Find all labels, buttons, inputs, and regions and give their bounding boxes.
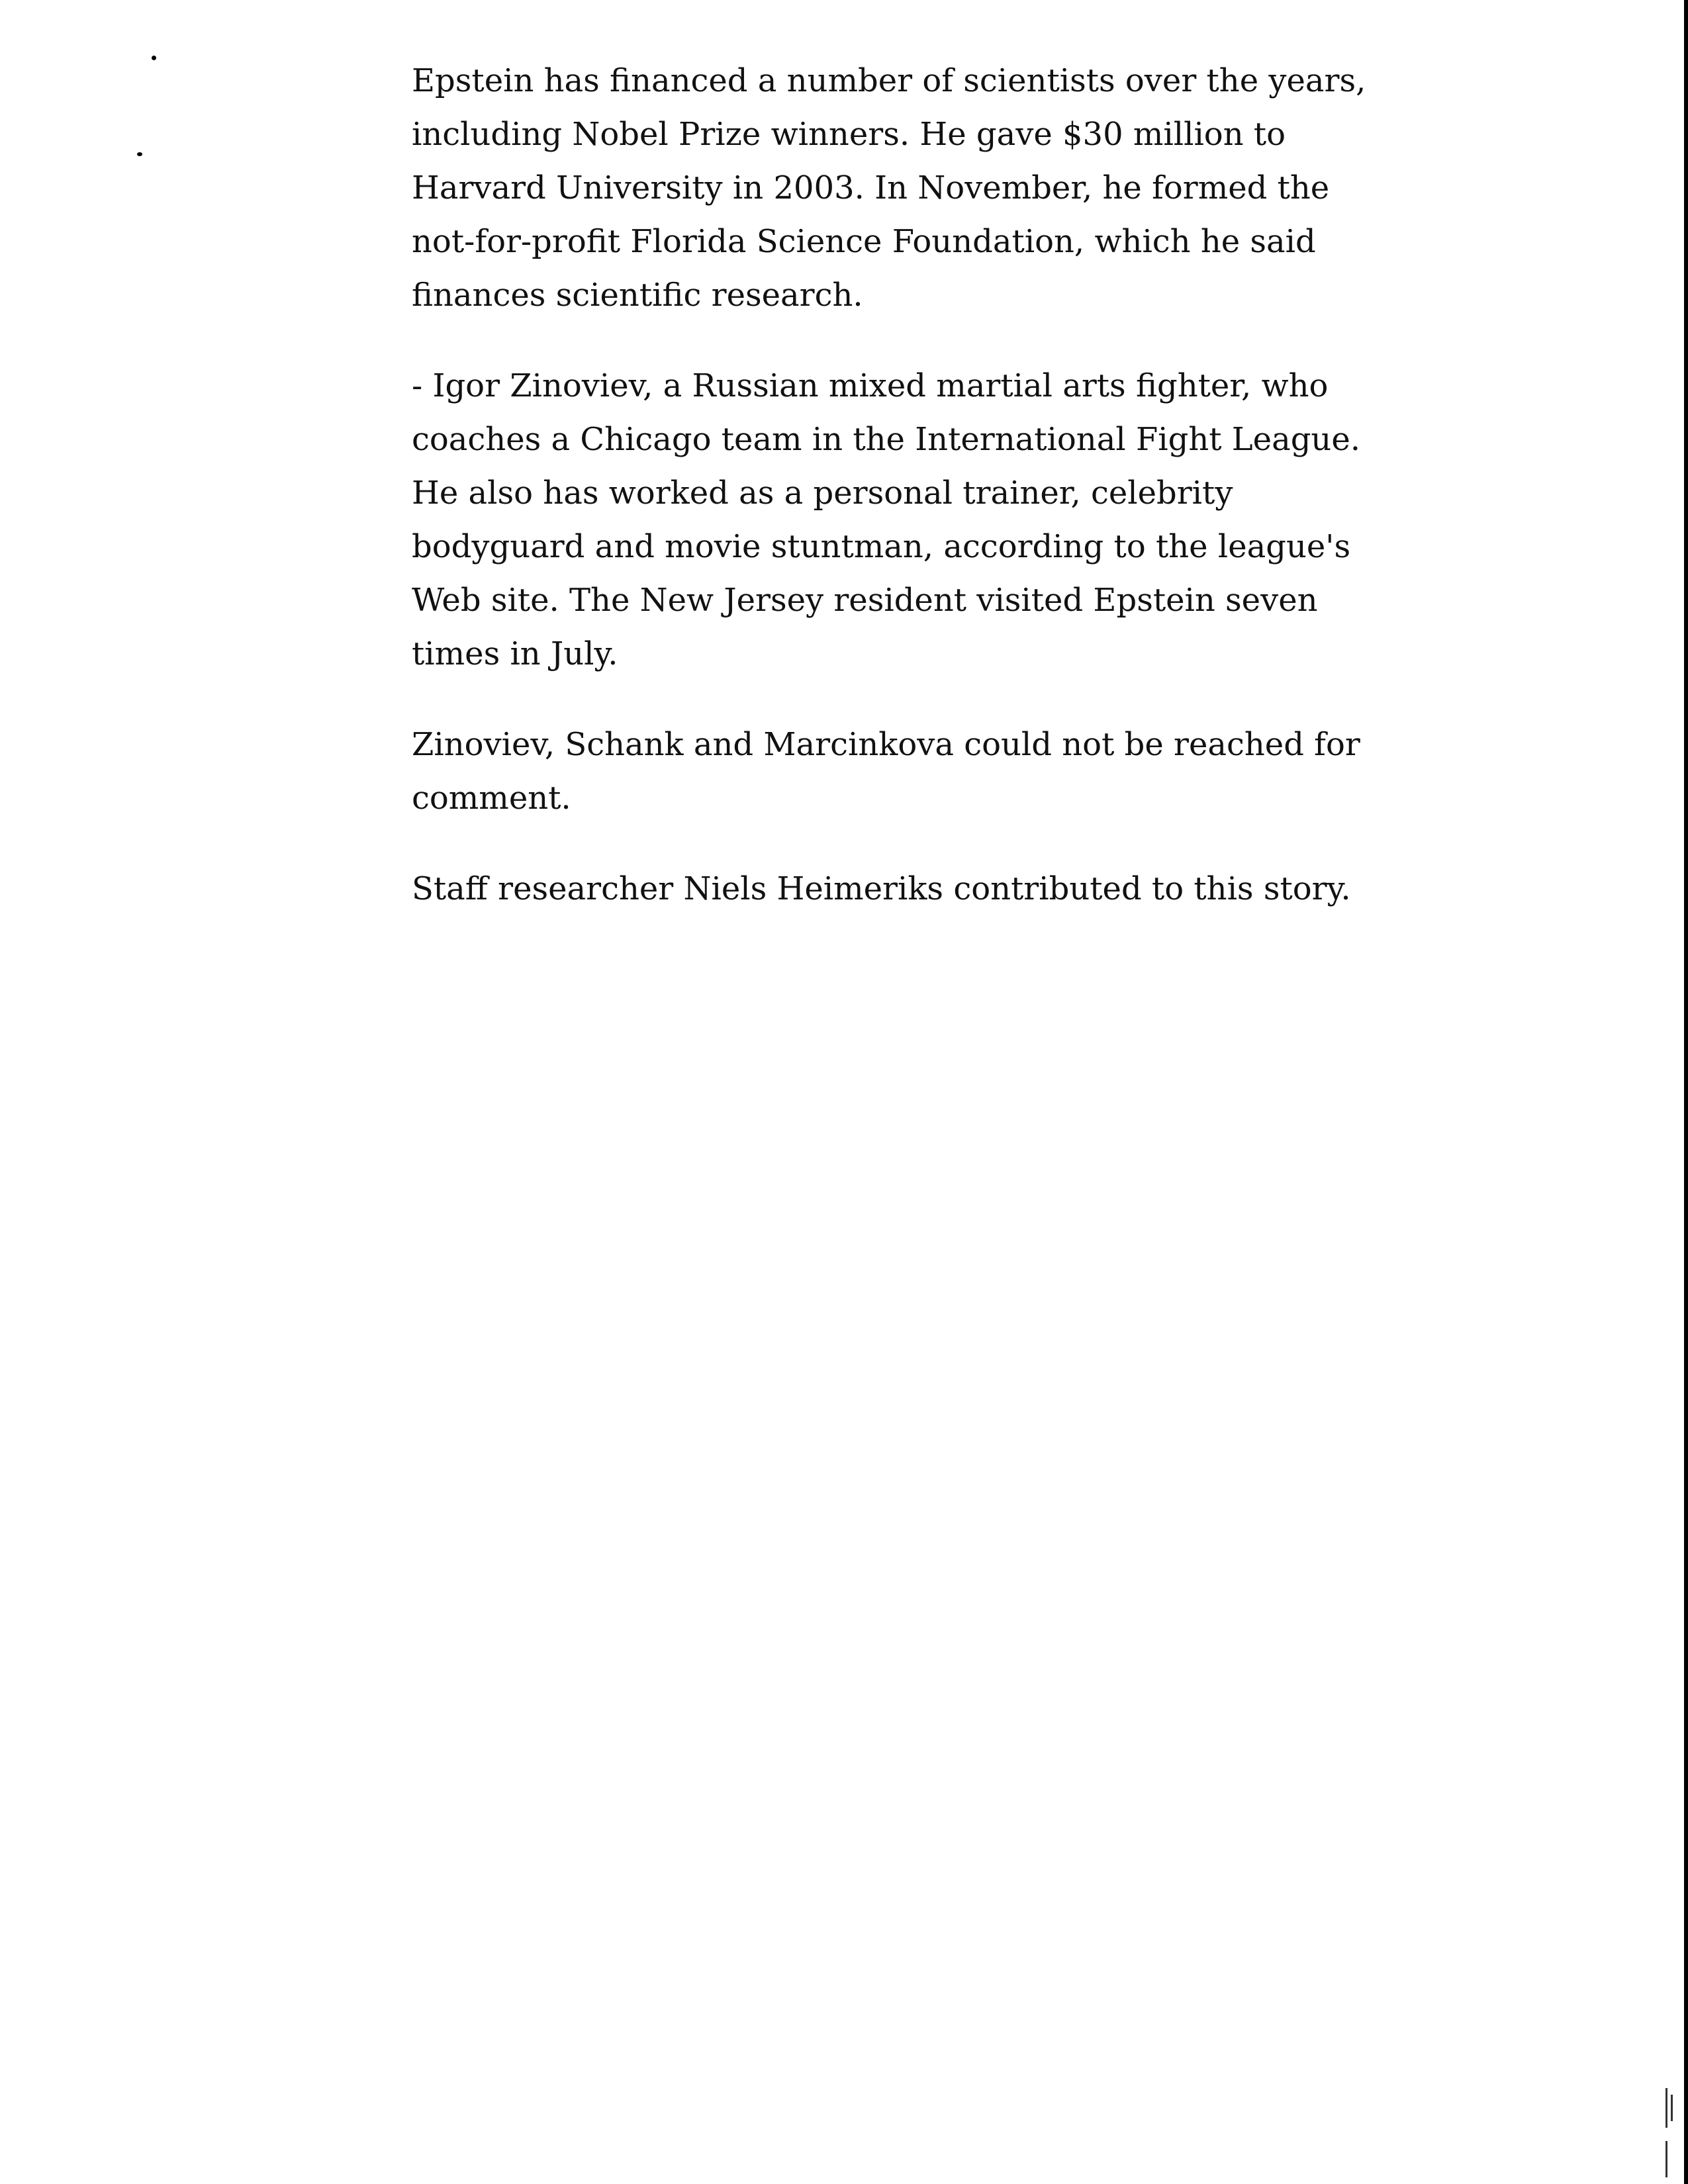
paragraph-zinoviev [412,359,1360,681]
text-line: including Nobel Prize winners. He gave $30 million to [412,116,1286,153]
text-line: - Igor Zinoviev, a Russian mixed martial arts fighter, who [412,367,1329,404]
text-line: Harvard University in 2003. In November, he formed the [412,169,1330,206]
scan-speck [152,56,156,60]
article-body [412,54,1366,916]
text-line: coaches a Chicago team in the International Fight League. [412,421,1360,458]
text-line: Epstein has financed a number of scientists over the years, [412,62,1366,99]
text-line: comment. [412,780,571,817]
text-line: finances scientific research. [412,277,863,314]
text-line: not-for-profit Florida Science Foundation, which he said [412,223,1316,260]
text-line: bodyguard and movie stuntman, according to the league's [412,528,1351,565]
text-line: He also has worked as a personal trainer, celebrity [412,475,1233,512]
paragraph-contributor [412,862,1351,916]
text-line: Zinoviev, Schank and Marcinkova could not be reached for [412,726,1360,763]
text-line: times in July. [412,635,618,672]
scan-speck [137,152,142,156]
text-line: Staff researcher Niels Heimeriks contributed to this story. [412,870,1351,907]
paragraph-no-comment [412,718,1360,825]
text-line: Web site. The New Jersey resident visited Epstein seven [412,582,1318,619]
paragraph-epstein-financing [412,54,1366,322]
scan-edge-marks [1664,2088,1677,2181]
page-edge-border [1684,0,1688,2184]
